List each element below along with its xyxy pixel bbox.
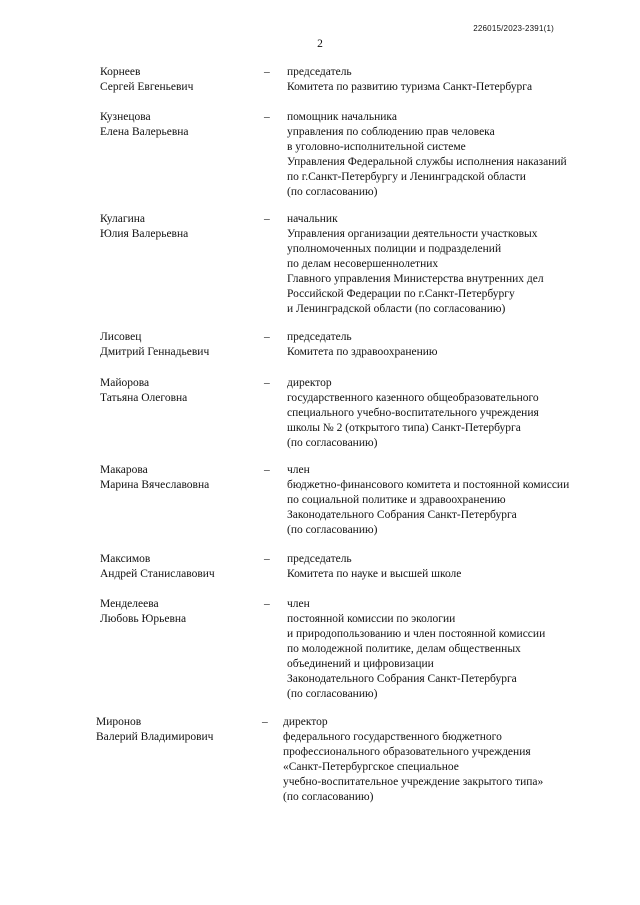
member-surname: Кулагина (100, 213, 146, 225)
position-line: член (287, 598, 310, 610)
position-line: председатель (287, 66, 352, 78)
position-line: учебно-воспитательное учреждение закрытого типа» (283, 776, 544, 788)
position-line: член (287, 464, 310, 476)
member-given-names: Марина Вячеславовна (100, 479, 210, 491)
member-name (100, 330, 260, 360)
member-position (287, 65, 627, 95)
position-line: (по согласованию) (287, 688, 378, 700)
member-given-names: Андрей Станиславович (100, 568, 215, 580)
position-line: председатель (287, 553, 352, 565)
member-position (287, 330, 627, 360)
separator-dash: – (264, 66, 270, 78)
position-line: (по согласованию) (283, 791, 374, 803)
separator-dash: – (264, 111, 270, 123)
member-given-names: Дмитрий Геннадьевич (100, 346, 210, 358)
member-position (287, 110, 627, 200)
position-line: директор (287, 377, 332, 389)
member-surname: Корнеев (100, 66, 141, 78)
member-position (287, 552, 627, 582)
position-line: уполномоченных полиции и подразделений (287, 243, 502, 255)
position-line: государственного казенного общеобразовательного (287, 392, 539, 404)
position-line: постоянной комиссии по экологии (287, 613, 456, 625)
member-name (100, 463, 260, 493)
separator-dash: – (264, 213, 270, 225)
position-line: по делам несовершеннолетних (287, 258, 439, 270)
position-line: школы № 2 (открытого типа) Санкт-Петербурга (287, 422, 521, 434)
separator-dash: – (264, 331, 270, 343)
member-position (287, 376, 627, 451)
member-name (100, 110, 260, 140)
member-surname: Миронов (96, 716, 142, 728)
member-given-names: Валерий Владимирович (96, 731, 214, 743)
position-line: директор (283, 716, 328, 728)
position-line: по социальной политике и здравоохранению (287, 494, 506, 506)
position-line: начальник (287, 213, 338, 225)
separator-dash: – (264, 464, 270, 476)
position-line: Управления организации деятельности участковых (287, 228, 538, 240)
member-position (287, 463, 627, 538)
position-line: Комитета по здравоохранению (287, 346, 438, 358)
member-given-names: Татьяна Олеговна (100, 392, 188, 404)
position-line: помощник начальника (287, 111, 397, 123)
member-given-names: Елена Валерьевна (100, 126, 189, 138)
member-position (283, 715, 623, 805)
member-surname: Макарова (100, 464, 148, 476)
position-line: в уголовно-исполнительной системе (287, 141, 466, 153)
member-surname: Кузнецова (100, 111, 151, 123)
member-surname: Майорова (100, 377, 150, 389)
member-given-names: Юлия Валерьевна (100, 228, 189, 240)
document-registration-number: 226015/2023-2391(1) (473, 24, 554, 33)
position-line: Законодательного Собрания Санкт-Петербурга (287, 509, 517, 521)
member-name (100, 65, 260, 95)
member-name (96, 715, 256, 745)
position-line: Управления Федеральной службы исполнения наказаний (287, 156, 567, 168)
position-line: Российской Федерации по г.Санкт-Петербургу (287, 288, 515, 300)
position-line: специального учебно-воспитательного учреждения (287, 407, 539, 419)
position-line: по г.Санкт-Петербургу и Ленинградской области (287, 171, 526, 183)
member-surname: Менделеева (100, 598, 159, 610)
separator-dash: – (262, 716, 268, 728)
position-line: (по согласованию) (287, 524, 378, 536)
position-line: объединений и цифровизации (287, 658, 434, 670)
member-surname: Лисовец (100, 331, 142, 343)
position-line: Комитета по науке и высшей школе (287, 568, 462, 580)
separator-dash: – (264, 598, 270, 610)
position-line: управления по соблюдению прав человека (287, 126, 495, 138)
position-line: и Ленинградской области (по согласованию) (287, 303, 506, 315)
position-line: председатель (287, 331, 352, 343)
member-position (287, 212, 627, 317)
position-line: федерального государственного бюджетного (283, 731, 502, 743)
separator-dash: – (264, 377, 270, 389)
position-line: и природопользованию и член постоянной комиссии (287, 628, 546, 640)
position-line: по молодежной политике, делам общественных (287, 643, 521, 655)
position-line: (по согласованию) (287, 186, 378, 198)
position-line: Главного управления Министерства внутренних дел (287, 273, 544, 285)
position-line: Комитета по развитию туризма Санкт-Петербурга (287, 81, 533, 93)
member-surname: Максимов (100, 553, 151, 565)
member-name (100, 376, 260, 406)
page-number: 2 (317, 38, 323, 50)
member-name (100, 552, 260, 582)
member-given-names: Сергей Евгеньевич (100, 81, 194, 93)
member-name (100, 597, 260, 627)
position-line: бюджетно-финансового комитета и постоянной комиссии (287, 479, 570, 491)
member-given-names: Любовь Юрьевна (100, 613, 187, 625)
member-position (287, 597, 627, 702)
separator-dash: – (264, 553, 270, 565)
member-name (100, 212, 260, 242)
position-line: «Санкт-Петербургское специальное (283, 761, 459, 773)
position-line: профессионального образовательного учреждения (283, 746, 531, 758)
position-line: Законодательного Собрания Санкт-Петербурга (287, 673, 517, 685)
position-line: (по согласованию) (287, 437, 378, 449)
